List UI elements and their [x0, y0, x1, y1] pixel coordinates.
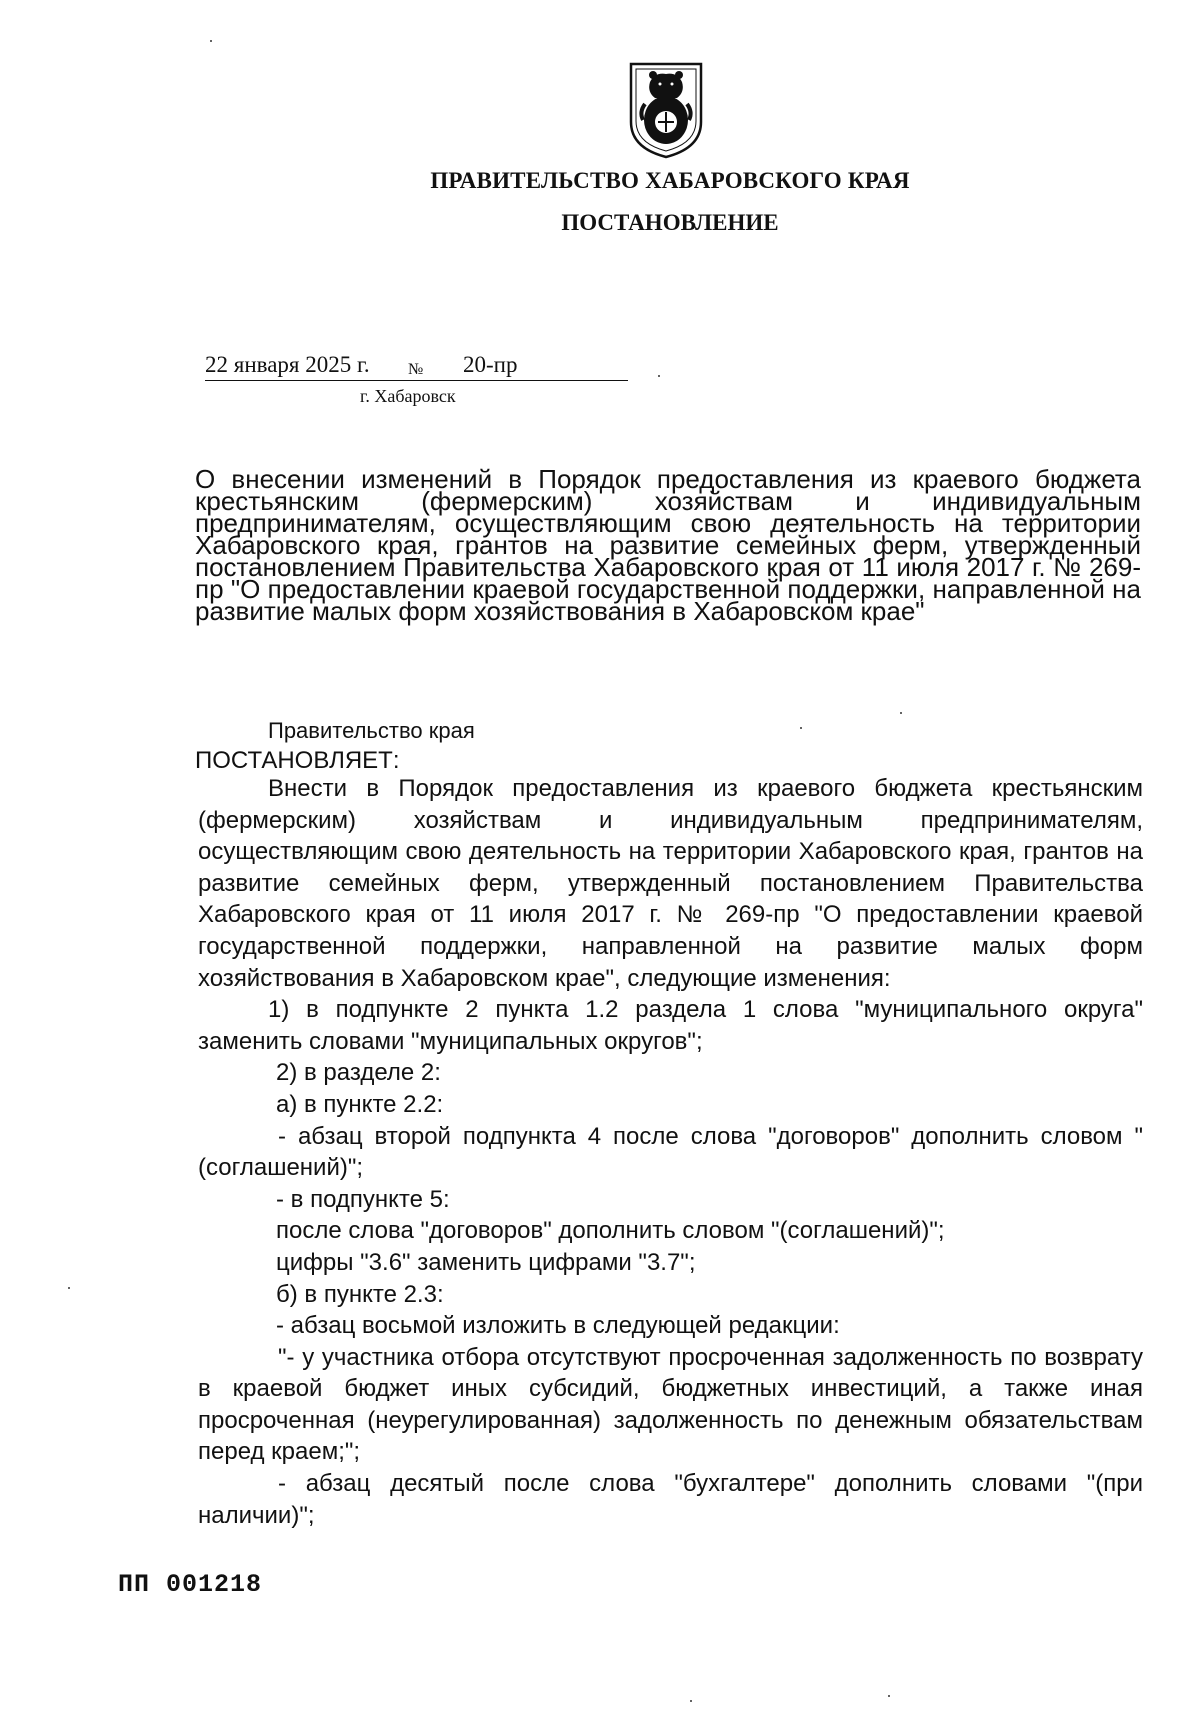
document-city: г. Хабаровск [360, 386, 456, 406]
coat-of-arms-emblem [625, 60, 707, 160]
body-paragraph: 2) в разделе 2: [276, 1059, 441, 1087]
government-line: Правительство края [268, 718, 475, 743]
document-body [198, 773, 1143, 1531]
document-number: 20-пр [463, 352, 518, 377]
document-date: 22 января 2025 г. [205, 352, 370, 377]
body-paragraph: цифры "3.6" заменить цифрами "3.7"; [276, 1248, 696, 1276]
body-paragraph: Внести в Порядок предоставления из краевого бюджета крестьянским (фермерским) хозяйствам и индивидуальным предпринимателям, осуществляющим свою деятельность на территории Хабаровского края, грантов на развитие семейных ферм, утвержденный постановлением Правительства Хабаровского края от 11 июля 2017 г. № 269-пр "О предоставлении краевой государственной поддержки, направленной на развитие малых форм хозяйствования в Хабаровском крае", следующие изменения: [198, 775, 1143, 992]
body-paragraph: - в подпункте 5: [276, 1185, 450, 1213]
body-paragraph: а) в пункте 2.2: [276, 1090, 444, 1118]
body-paragraph: - абзац восьмой изложить в следующей редакции: [276, 1312, 840, 1340]
body-paragraph: б) в пункте 2.3: [276, 1280, 444, 1308]
scan-speck [800, 727, 802, 729]
scan-speck [658, 375, 660, 377]
number-sign: № [408, 361, 424, 378]
body-paragraph: - абзац второй подпункта 4 после слова "договоров" дополнить словом "(соглашений)"; [198, 1122, 1143, 1182]
scan-speck [68, 1287, 70, 1289]
bear-shield-icon [625, 60, 707, 160]
date-number-line [205, 350, 628, 381]
document-subject: О внесении изменений в Порядок предоставления из краевого бюджета крестьянским (фермерским) хозяйствам и индивидуальным предпринимателям, осуществляющим свою деятельность на территории Хабаровского края, грантов на развитие семейных ферм, утвержденный постановлением Правительства Хабаровского края от 11 июля 2017 г. № 269-пр "О предоставлении краевой государственной поддержки, направленной на развитие малых форм хозяйствования в Хабаровском крае" [195, 464, 1141, 626]
body-paragraph: "- у участника отбора отсутствуют просроченная задолженность по возврату в краевой бюджет иных субсидий, бюджетных инвестиций, а также иная просроченная (неурегулированная) задолженность по денежным обязательствам перед краем;"; [198, 1343, 1143, 1466]
body-paragraph: 1) в подпункте 2 пункта 1.2 раздела 1 слова "муниципального округа" заменить словами "муниципальных округов"; [198, 996, 1143, 1055]
form-code: ПП 001218 [118, 1570, 263, 1599]
document-type-title: ПОСТАНОВЛЕНИЕ [561, 210, 779, 235]
scan-speck [888, 1695, 890, 1697]
body-paragraph: - абзац десятый после слова "бухгалтере" дополнить словами "(при наличии)"; [198, 1470, 1143, 1529]
scan-speck [900, 712, 902, 714]
government-title: ПРАВИТЕЛЬСТВО ХАБАРОВСКОГО КРАЯ [430, 168, 910, 193]
body-paragraph: после слова "договоров" дополнить словом "(соглашений)"; [276, 1217, 945, 1245]
decree-word: ПОСТАНОВЛЯЕТ: [195, 747, 400, 774]
scan-speck [690, 1700, 692, 1702]
scan-speck [210, 40, 212, 42]
